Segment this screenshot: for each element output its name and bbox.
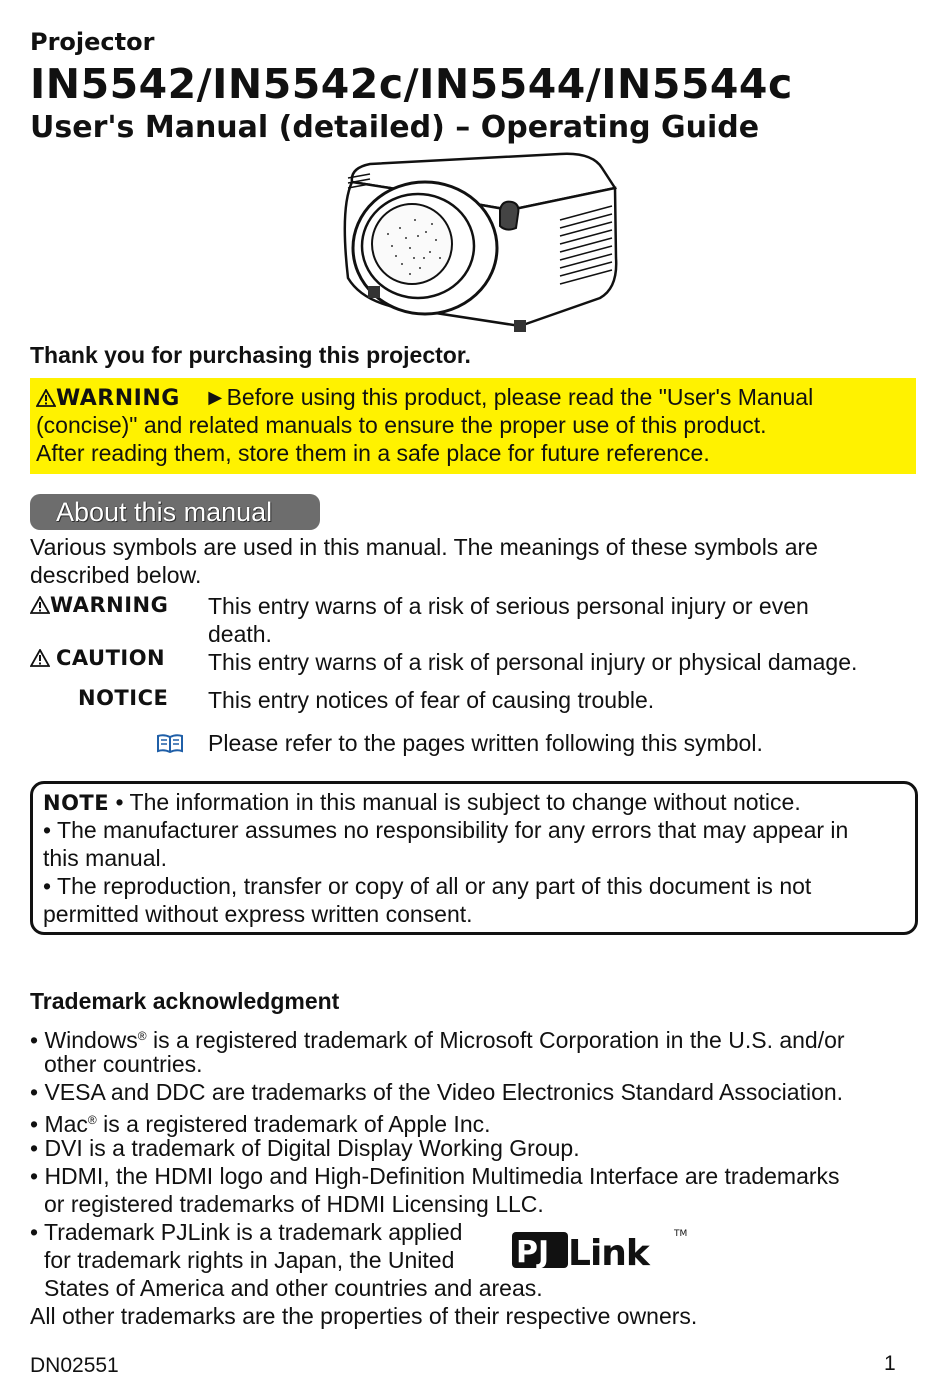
document-subtitle: User's Manual (detailed) – Operating Guide bbox=[30, 110, 760, 145]
book-icon bbox=[156, 733, 184, 753]
warning-label: WARNING bbox=[56, 386, 180, 411]
note-line5: permitted without express written consent. bbox=[43, 901, 473, 927]
document-series-label: Projector bbox=[30, 28, 155, 56]
warning-triangle-icon bbox=[30, 596, 50, 614]
projector-illustration bbox=[330, 148, 630, 346]
trademark-mac: • Mac® is a registered trademark of Apple Inc. bbox=[30, 1111, 491, 1137]
trademark-hdmi: • HDMI, the HDMI logo and High-Definition Multimedia Interface are trademarks bbox=[30, 1163, 840, 1189]
note-line1: • The information in this manual is subject to change without notice. bbox=[109, 789, 801, 815]
symbol-row-warning bbox=[30, 593, 168, 617]
symbol-label: WARNING bbox=[50, 593, 169, 617]
symbol-desc-warning-line1: This entry warns of a risk of serious personal injury or even bbox=[208, 593, 809, 619]
symbol-desc-caution: This entry warns of a risk of personal injury or physical damage. bbox=[208, 649, 858, 675]
note-line2: • The manufacturer assumes no responsibility for any errors that may appear in bbox=[43, 817, 849, 843]
trademark-vesa: • VESA and DDC are trademarks of the Video Electronics Standard Association. bbox=[30, 1079, 844, 1105]
trademark-windows: • Windows® is a registered trademark of Microsoft Corporation in the U.S. and/or bbox=[30, 1027, 845, 1053]
warning-text-line2: (concise)" and related manuals to ensure the proper use of this product. bbox=[36, 412, 767, 438]
symbol-desc-reference: Please refer to the pages written following this symbol. bbox=[208, 730, 763, 756]
trademark-others: All other trademarks are the properties of their respective owners. bbox=[30, 1303, 698, 1329]
note-box bbox=[30, 781, 918, 935]
symbol-desc-warning-line2: death. bbox=[208, 621, 272, 647]
trademark-pjlink-cont2: States of America and other countries and areas. bbox=[44, 1275, 543, 1301]
warning-text-line1: ►Before using this product, please read the "User's Manual bbox=[203, 384, 814, 410]
section-heading-about bbox=[30, 494, 320, 530]
symbol-label: CAUTION bbox=[56, 646, 166, 670]
pjlink-logo bbox=[512, 1224, 692, 1272]
svg-text:PJ: PJ bbox=[516, 1235, 550, 1270]
trademark-dvi: • DVI is a trademark of Digital Display Working Group. bbox=[30, 1135, 580, 1161]
symbol-row-caution bbox=[30, 646, 165, 670]
document-code: DN02551 bbox=[30, 1354, 119, 1377]
trademark-hdmi-cont: or registered trademarks of HDMI Licensing LLC. bbox=[44, 1191, 544, 1217]
about-intro-line2: described below. bbox=[30, 562, 202, 588]
note-line4: • The reproduction, transfer or copy of all or any part of this document is not bbox=[43, 873, 812, 899]
document-model-title: IN5542/IN5542c/IN5544/IN5544c bbox=[30, 60, 793, 108]
note-line3: this manual. bbox=[43, 845, 168, 871]
about-intro-line1: Various symbols are used in this manual. The meanings of these symbols are bbox=[30, 534, 818, 560]
trademark-pjlink: • Trademark PJLink is a trademark applied bbox=[30, 1219, 463, 1245]
svg-text:TM: TM bbox=[674, 1229, 688, 1239]
trademark-pjlink-cont1: for trademark rights in Japan, the United bbox=[44, 1247, 455, 1273]
warning-triangle-icon bbox=[36, 389, 56, 407]
symbol-desc-notice: This entry notices of fear of causing trouble. bbox=[208, 687, 655, 713]
thank-you-text: Thank you for purchasing this projector. bbox=[30, 342, 471, 368]
trademark-windows-cont: other countries. bbox=[44, 1051, 203, 1077]
warning-text-line3: After reading them, store them in a safe place for future reference. bbox=[36, 440, 710, 466]
section-heading-text: About this manual bbox=[56, 497, 273, 527]
svg-text:Link: Link bbox=[568, 1233, 649, 1272]
caution-triangle-icon bbox=[30, 649, 50, 667]
warning-box bbox=[30, 378, 916, 474]
symbol-label-notice: NOTICE bbox=[78, 686, 169, 710]
note-label: NOTE bbox=[43, 791, 110, 815]
trademark-heading: Trademark acknowledgment bbox=[30, 988, 340, 1014]
page-number: 1 bbox=[884, 1352, 896, 1375]
